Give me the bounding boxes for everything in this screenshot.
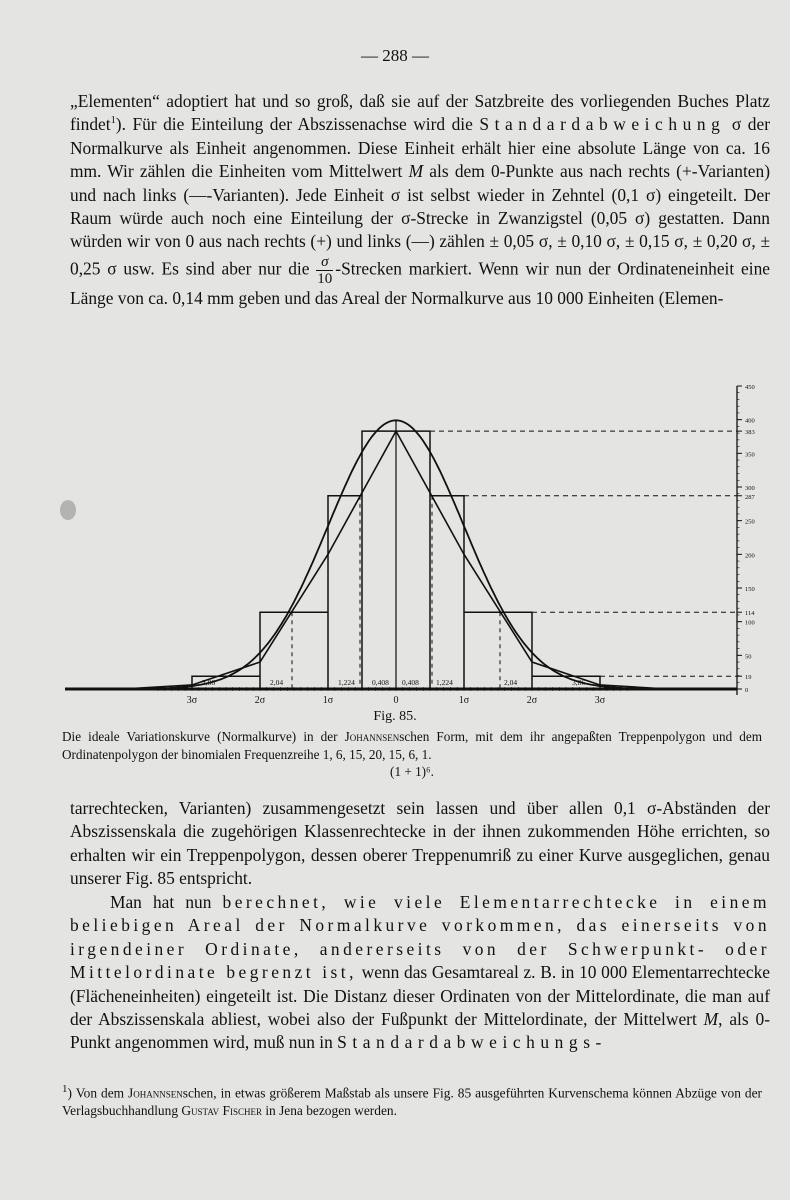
paragraph-2 (70, 797, 770, 891)
x-axis-label: 1σ (322, 695, 334, 706)
x-axis-label: 2σ (526, 695, 538, 706)
footnote-ref: 1 (110, 115, 116, 127)
x-axis-label: 1σ (458, 695, 470, 706)
spaced-statement: berechnet, wie viele Elementarrechtecke in einem beliebigen Areal der Normalkurve vorkommen, das einerseits von irgendeiner Ordinate, andererseits von der Schwerpunkt- oder Mittelordinate begrenzt ist, (70, 892, 770, 983)
fraction (316, 254, 333, 287)
x-axis-label: 0 (393, 695, 399, 706)
figure-label: Fig. 85. (373, 709, 417, 724)
caption-equation: (1 + 1)⁶. (390, 764, 434, 779)
p3-part: wenn das Gesamtareal z. B. in 10 000 Elementarrechtecke (Flächeneinheiten) eingeteilt ist. Die Distanz dieser Ordinaten von der Mittelordinate, die man auf der Abszissenskala abliest, wobei also der Fußpunkt der Mittelordinate, der Mittelwert (70, 962, 770, 1030)
axis-tick-label: 350 (745, 451, 755, 459)
page-number: — 288 — (361, 46, 429, 65)
step-label: 2,04 (504, 678, 518, 687)
axis-tick-label: 19 (745, 674, 752, 682)
spaced-term: Standardabweichung (479, 114, 726, 135)
step-label: 3,86 (572, 678, 586, 687)
p1-part: ). Für die Einteilung der Abszissenachse wird die (115, 114, 480, 135)
fraction-numerator: σ (321, 253, 329, 270)
paragraph-1-text (70, 90, 770, 310)
fraction-denominator: 10 (317, 270, 333, 287)
step-label: 0,408 (402, 678, 419, 687)
paragraph-1 (70, 90, 770, 310)
axis-tick-label: 400 (745, 417, 755, 425)
caption-part: Die ideale Variationskurve (Normalkurve) in der (62, 729, 345, 744)
figure-caption (62, 728, 762, 781)
footnote-part: schen, in etwas größerem Maßstab als unsere Fig. 85 ausgeführten Kurvenschema können Abzüge von der Verlagsbuchhandlung (62, 1085, 762, 1119)
axis-tick-label: 50 (745, 653, 752, 661)
axis-tick-label: 0 (745, 687, 749, 694)
footnote-name: Johannsen (128, 1085, 183, 1101)
footnote-part: ) Von dem (67, 1085, 129, 1101)
normal-curve-figure (60, 378, 770, 708)
step-label: 3,86 (202, 678, 216, 687)
p1-part: als dem 0-Punkte aus nach rechts (+-Varianten) und nach links (—-Varianten). Jede Einheit σ ist selbst wieder in Zehntel (0,1 σ) eingeteilt. Der Raum würde auch noch eine Einteilung der σ-Strecke in Zwanzigstel (0,05 σ) gestatten. Dann würden wir von 0 aus nach rechts (+) und links (—) zählen ± 0,05 σ, ± 0,10 σ, ± 0,15 σ, ± 0,20 σ, ± 0,25 σ usw. Es sind aber nur die (70, 161, 770, 279)
paper-blemish (60, 500, 76, 520)
step-label: 2,04 (270, 678, 284, 687)
x-axis-label: 3σ (594, 695, 606, 706)
p1-part: σ der Normalkurve als Einheit angenommen. Diese Einheit erhält hier eine absolute Länge von ca. 16 mm. Wir zählen die Einheiten vom Mittelwert (70, 114, 770, 182)
axis-tick-label: 250 (745, 518, 755, 526)
footnote (62, 1080, 762, 1120)
footnote-mark: 1 (62, 1083, 68, 1095)
axis-tick-label: 383 (745, 429, 755, 437)
p1-part: -Strecken markiert. Wenn wir nun der Ordinateneinheit eine Länge von ca. 0,14 mm geben und das Areal der Normalkurve aus 10 000 Einheiten (Elemen- (70, 258, 770, 308)
step-label: 1,224 (436, 678, 453, 687)
symbol-M: M (408, 161, 424, 182)
footnote-part: in Jena bezogen werden. (261, 1103, 397, 1119)
p3-part: Man hat nun (110, 892, 223, 912)
axis-tick-label: 450 (745, 384, 755, 391)
axis-tick-label: 150 (745, 586, 755, 593)
paragraph-3 (70, 891, 770, 1055)
axis-tick-label: 100 (745, 619, 755, 627)
paragraph-2-text: tarrechtecken, Varianten) zusammengesetzt sein lassen und über allen 0,1 σ-Abständen der Abszissenskala die zugehörigen Klassenrechtecke in der ihnen zukommenden Höhe errichten, so erhalten wir ein Treppenpolygon, dessen oberer Treppenumriß zu einer Kurve ausgeglichen, genau unserer Fig. 85 entspricht. (70, 798, 770, 889)
x-axis-label: 2σ (254, 695, 266, 706)
caption-name: Johannsen (344, 729, 400, 744)
paragraph-3-text (70, 891, 770, 1055)
spaced-term: Standardabweichungs- (337, 1032, 607, 1053)
axis-tick-label: 287 (745, 493, 755, 501)
p3-part: , als 0-Punkt angenommen wird, muß nun in (70, 1009, 770, 1053)
axis-tick-label: 300 (745, 485, 755, 492)
axis-tick-label: 114 (745, 610, 755, 618)
footnote-name: Gustav Fischer (181, 1103, 262, 1119)
axis-tick-label: 200 (745, 552, 755, 560)
step-label: 1,224 (338, 678, 355, 687)
p1-part: „Elementen“ adoptiert hat und so groß, daß sie auf der Satzbreite des vorliegenden Buches Platz findet (70, 91, 770, 135)
caption-part: schen Form, mit dem ihr angepaßten Treppenpolygon und dem Ordinatenpolygon der binomialen Frequenzreihe 1, 6, 15, 20, 15, 6, 1. (62, 729, 762, 762)
symbol-M: M (703, 1009, 719, 1030)
step-label: 0,408 (372, 678, 389, 687)
x-axis-label: 3σ (186, 695, 198, 706)
